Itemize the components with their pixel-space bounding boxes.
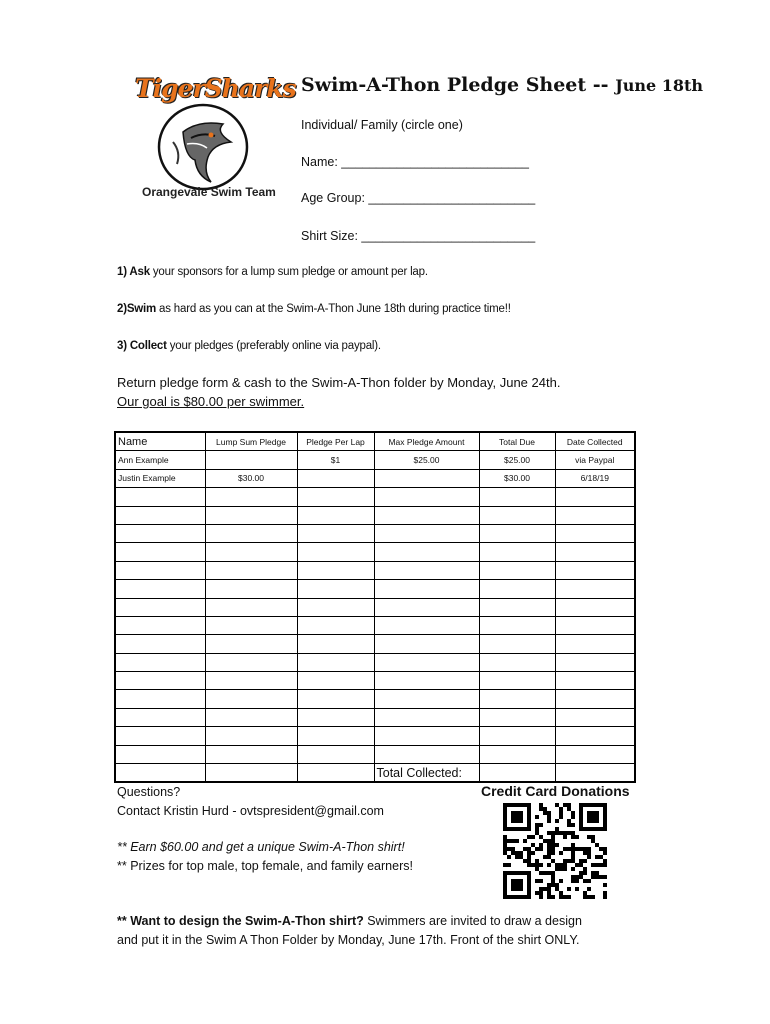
questions-label: Questions? — [117, 785, 181, 799]
cell-max-pledge: $25.00 — [374, 451, 479, 469]
cell-date-collected — [555, 690, 635, 708]
cell-lump-sum — [205, 580, 297, 598]
cell-per-lap — [297, 469, 374, 487]
header-max-pledge: Max Pledge Amount — [374, 432, 479, 451]
table-row — [115, 580, 635, 598]
cell-name — [115, 708, 205, 726]
cell-date-collected — [555, 727, 635, 745]
cell-per-lap — [297, 708, 374, 726]
cell-per-lap — [297, 745, 374, 763]
team-logo — [128, 72, 296, 202]
table-row — [115, 635, 635, 653]
header-name: Name — [115, 432, 205, 451]
cell-total-due — [479, 598, 555, 616]
cell-total-due — [479, 727, 555, 745]
cell-name — [115, 598, 205, 616]
design-shirt-text-2: and put it in the Swim A Thon Folder by Monday, June 17th. Front of the shirt ONLY. — [117, 933, 580, 947]
individual-family-field: Individual/ Family (circle one) — [301, 118, 463, 132]
cell-lump-sum — [205, 616, 297, 634]
table-row — [115, 727, 635, 745]
cell-lump-sum — [205, 745, 297, 763]
table-row — [115, 543, 635, 561]
cell-name — [115, 543, 205, 561]
cell-max-pledge — [374, 653, 479, 671]
cell-total-due: $25.00 — [479, 451, 555, 469]
cell-total-due — [479, 524, 555, 542]
cell-per-lap — [297, 580, 374, 598]
cell-name — [115, 653, 205, 671]
cell-name — [115, 672, 205, 690]
cell-date-collected — [555, 635, 635, 653]
cell-lump-sum — [205, 708, 297, 726]
cell-max-pledge — [374, 488, 479, 506]
cell-name — [115, 524, 205, 542]
total-row-cell — [555, 764, 635, 783]
cell-name — [115, 745, 205, 763]
cell-lump-sum — [205, 598, 297, 616]
cell-lump-sum — [205, 561, 297, 579]
cell-lump-sum — [205, 727, 297, 745]
cell-max-pledge — [374, 580, 479, 598]
goal-text: Our goal is $80.00 per swimmer. — [117, 394, 305, 409]
cell-per-lap — [297, 598, 374, 616]
cell-total-due — [479, 672, 555, 690]
cell-total-due — [479, 616, 555, 634]
shark-mascot-icon — [153, 102, 253, 192]
cell-date-collected — [555, 524, 635, 542]
step-swim: 2)Swim as hard as you can at the Swim-A-Thon June 18th during practice time!! — [117, 303, 511, 315]
table-row — [115, 524, 635, 542]
table-row — [115, 672, 635, 690]
header-lump-sum: Lump Sum Pledge — [205, 432, 297, 451]
table-row — [115, 708, 635, 726]
total-row — [115, 764, 635, 783]
cell-name — [115, 506, 205, 524]
cell-date-collected — [555, 598, 635, 616]
age-group-field: Age Group: ________________________ — [301, 191, 536, 205]
cell-total-due — [479, 543, 555, 561]
cell-per-lap — [297, 488, 374, 506]
table-row — [115, 451, 635, 469]
pledge-table — [114, 431, 636, 783]
cell-max-pledge — [374, 708, 479, 726]
table-row — [115, 690, 635, 708]
cell-name: Justin Example — [115, 469, 205, 487]
cell-lump-sum — [205, 506, 297, 524]
cell-per-lap — [297, 543, 374, 561]
cell-lump-sum: $30.00 — [205, 469, 297, 487]
cell-date-collected — [555, 488, 635, 506]
cell-per-lap — [297, 653, 374, 671]
cell-max-pledge — [374, 672, 479, 690]
cell-total-due — [479, 561, 555, 579]
total-row-cell — [205, 764, 297, 783]
cell-date-collected — [555, 708, 635, 726]
cell-lump-sum — [205, 488, 297, 506]
shirt-size-field: Shirt Size: _________________________ — [301, 229, 536, 243]
cell-lump-sum — [205, 653, 297, 671]
cell-total-due — [479, 488, 555, 506]
cell-per-lap — [297, 635, 374, 653]
cell-lump-sum — [205, 635, 297, 653]
page-title — [301, 74, 703, 96]
total-row-cell — [115, 764, 205, 783]
table-row — [115, 616, 635, 634]
cell-name — [115, 635, 205, 653]
cell-total-due: $30.00 — [479, 469, 555, 487]
logo-subtitle: Orangevale Swim Team — [142, 185, 276, 199]
header-date-collected: Date Collected — [555, 432, 635, 451]
cell-name — [115, 616, 205, 634]
cell-total-due — [479, 745, 555, 763]
table-row — [115, 506, 635, 524]
cell-lump-sum — [205, 672, 297, 690]
cell-lump-sum — [205, 543, 297, 561]
design-shirt-text: ** Want to design the Swim-A-Thon shirt? Swimmers are invited to draw a design — [117, 914, 582, 928]
cell-per-lap: $1 — [297, 451, 374, 469]
logo-brand-text: TigerSharks — [135, 74, 296, 103]
cell-lump-sum — [205, 524, 297, 542]
name-field: Name: ___________________________ — [301, 155, 529, 169]
cell-max-pledge — [374, 598, 479, 616]
return-instructions: Return pledge form & cash to the Swim-A-Thon folder by Monday, June 24th. — [117, 375, 561, 390]
cell-per-lap — [297, 506, 374, 524]
cell-name: Ann Example — [115, 451, 205, 469]
cell-date-collected: via Paypal — [555, 451, 635, 469]
cell-per-lap — [297, 690, 374, 708]
cell-name — [115, 727, 205, 745]
cell-max-pledge — [374, 727, 479, 745]
cell-date-collected — [555, 616, 635, 634]
cell-date-collected — [555, 561, 635, 579]
cell-date-collected — [555, 653, 635, 671]
earn-shirt-text: ** Earn $60.00 and get a unique Swim-A-Thon shirt! — [117, 840, 405, 854]
cell-max-pledge — [374, 506, 479, 524]
total-collected-label: Total Collected: — [374, 764, 479, 783]
cell-date-collected — [555, 580, 635, 598]
cell-total-due — [479, 635, 555, 653]
cell-date-collected — [555, 672, 635, 690]
cell-max-pledge — [374, 561, 479, 579]
cell-per-lap — [297, 672, 374, 690]
cell-total-due — [479, 690, 555, 708]
cell-max-pledge — [374, 524, 479, 542]
cell-lump-sum — [205, 451, 297, 469]
cell-max-pledge — [374, 543, 479, 561]
table-row — [115, 653, 635, 671]
cell-lump-sum — [205, 690, 297, 708]
header-per-lap: Pledge Per Lap — [297, 432, 374, 451]
credit-card-donations-label: Credit Card Donations — [481, 783, 630, 799]
cell-date-collected: 6/18/19 — [555, 469, 635, 487]
cell-date-collected — [555, 543, 635, 561]
table-row — [115, 745, 635, 763]
cell-name — [115, 690, 205, 708]
cell-max-pledge — [374, 690, 479, 708]
table-row — [115, 561, 635, 579]
contact-text: Contact Kristin Hurd - ovtspresident@gmail.com — [117, 804, 384, 818]
total-row-cell — [479, 764, 555, 783]
cell-max-pledge — [374, 469, 479, 487]
header-total-due: Total Due — [479, 432, 555, 451]
table-row — [115, 598, 635, 616]
cell-per-lap — [297, 727, 374, 745]
cell-date-collected — [555, 506, 635, 524]
table-row — [115, 488, 635, 506]
table-row — [115, 469, 635, 487]
total-row-cell — [297, 764, 374, 783]
cell-date-collected — [555, 745, 635, 763]
cell-per-lap — [297, 524, 374, 542]
step-collect: 3) Collect your pledges (preferably online via paypal). — [117, 340, 381, 352]
table-header-row — [115, 432, 635, 451]
cell-name — [115, 580, 205, 598]
cell-per-lap — [297, 561, 374, 579]
cell-max-pledge — [374, 616, 479, 634]
cell-total-due — [479, 708, 555, 726]
qr-code-icon[interactable] — [503, 803, 607, 899]
cell-total-due — [479, 580, 555, 598]
cell-total-due — [479, 506, 555, 524]
cell-max-pledge — [374, 745, 479, 763]
cell-total-due — [479, 653, 555, 671]
title-main: Swim-A-Thon Pledge Sheet -- — [301, 74, 609, 96]
prizes-text: ** Prizes for top male, top female, and family earners! — [117, 859, 413, 873]
step-ask: 1) Ask your sponsors for a lump sum pledge or amount per lap. — [117, 266, 428, 278]
cell-max-pledge — [374, 635, 479, 653]
cell-name — [115, 561, 205, 579]
cell-name — [115, 488, 205, 506]
cell-per-lap — [297, 616, 374, 634]
title-date: June 18th — [615, 76, 704, 95]
